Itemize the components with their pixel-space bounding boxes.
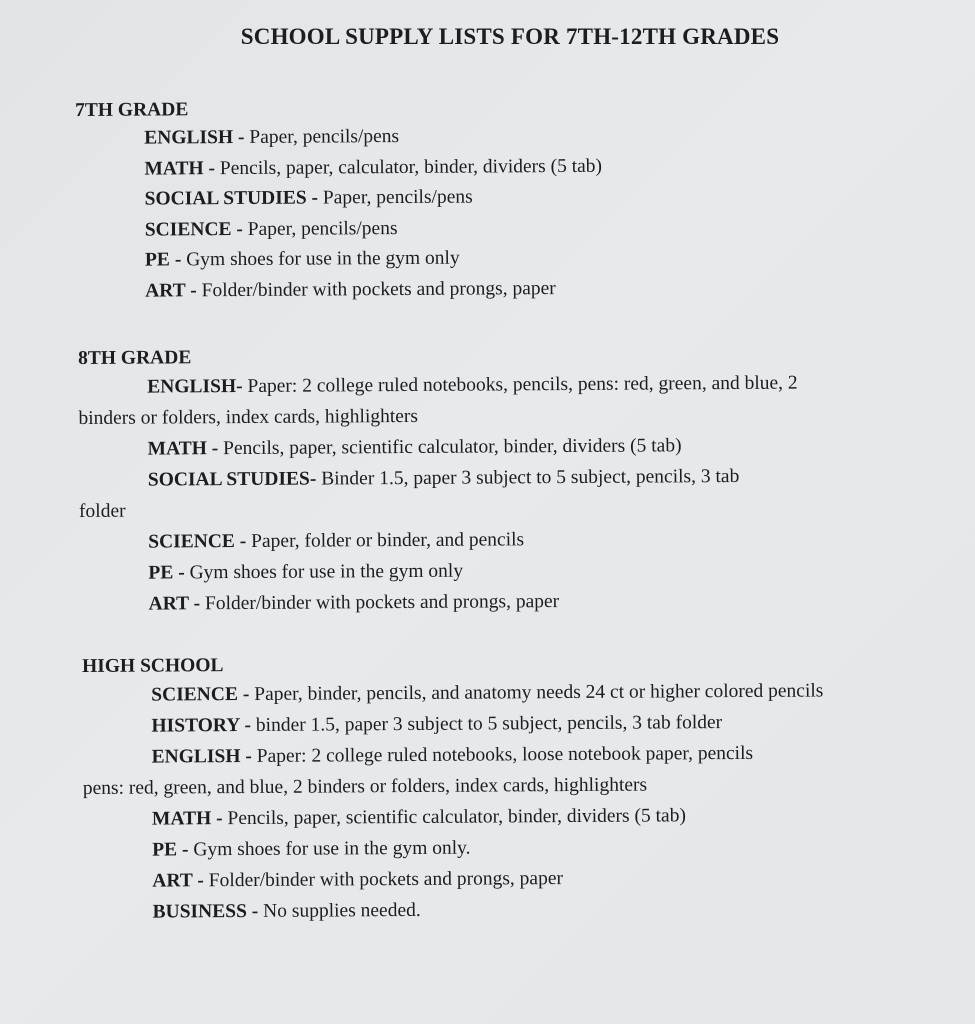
- supplies-text: Paper, pencils/pens: [249, 126, 400, 148]
- supply-item-business: [83, 892, 824, 928]
- supplies-text: Folder/binder with pockets and prongs, paper: [204, 591, 560, 615]
- subject-label: SOCIAL STUDIES-: [147, 468, 317, 491]
- section-high-school: [82, 649, 825, 928]
- section-heading: HIGH SCHOOL: [82, 655, 224, 677]
- subject-label: SOCIAL STUDIES -: [144, 187, 319, 210]
- supplies-text: Paper, pencils/pens: [322, 186, 473, 209]
- supplies-text: Paper: 2 college ruled notebooks, loose notebook paper, pencils: [256, 742, 754, 767]
- subject-label: SCIENCE -: [148, 530, 247, 553]
- supply-item-history: [82, 706, 823, 742]
- supplies-text: No supplies needed.: [263, 899, 421, 922]
- supplies-continuation: folder: [78, 500, 126, 522]
- supplies-text: Folder/binder with pockets and prongs, paper: [201, 278, 556, 302]
- subject-label: MATH -: [144, 157, 216, 180]
- subject-label: PE -: [144, 249, 182, 271]
- subject-label: ART -: [145, 280, 197, 302]
- subject-label: ART -: [152, 870, 204, 892]
- section-7th-grade: [75, 95, 603, 308]
- subject-label: HISTORY -: [151, 714, 252, 737]
- subject-label: MATH -: [147, 438, 219, 460]
- supply-item-english: [83, 737, 824, 804]
- section-heading: 8TH GRADE: [78, 347, 192, 369]
- section-8th-grade: [78, 342, 799, 620]
- supply-item-english: [78, 368, 798, 434]
- supply-item-science: [76, 213, 603, 247]
- supply-item-math: [83, 799, 824, 835]
- supply-item-science: [82, 675, 823, 711]
- subject-label: ENGLISH-: [147, 375, 243, 398]
- supplies-continuation: pens: red, green, and blue, 2 binders or folders, index cards, highlighters: [82, 774, 648, 799]
- supply-item-math: [79, 430, 799, 465]
- supplies-text: Gym shoes for use in the gym only: [189, 560, 464, 584]
- subject-label: PE -: [148, 562, 185, 584]
- supply-item-pe: [79, 554, 799, 589]
- supplies-continuation: binders or folders, index cards, highlighters: [78, 405, 419, 429]
- supplies-text: Paper, pencils/pens: [247, 217, 398, 240]
- subject-label: SCIENCE -: [144, 218, 243, 241]
- supplies-text: Paper: 2 college ruled notebooks, pencils, pens: red, green, and blue, 2: [247, 372, 798, 397]
- subject-label: ART -: [148, 593, 201, 615]
- subject-label: ENGLISH -: [144, 126, 245, 149]
- supply-item-english: [75, 121, 602, 155]
- subject-label: MATH -: [151, 808, 223, 830]
- supply-item-social-studies: [76, 182, 603, 216]
- supplies-text: Paper, folder or binder, and pencils: [251, 529, 525, 552]
- supplies-text: Gym shoes for use in the gym only.: [193, 837, 471, 861]
- supplies-text: Binder 1.5, paper 3 subject to 5 subject, pencils, 3 tab: [321, 465, 740, 490]
- supplies-text: Pencils, paper, scientific calculator, binder, dividers (5 tab): [227, 805, 686, 830]
- supplies-text: binder 1.5, paper 3 subject to 5 subject, pencils, 3 tab folder: [255, 712, 723, 736]
- subject-label: BUSINESS -: [152, 900, 259, 923]
- supply-item-math: [75, 151, 602, 185]
- supply-item-science: [79, 523, 799, 558]
- supplies-text: Pencils, paper, scientific calculator, binder, dividers (5 tab): [223, 435, 682, 460]
- subject-label: SCIENCE -: [151, 683, 250, 706]
- supply-list: [78, 368, 799, 620]
- supply-item-art: [76, 274, 603, 308]
- supply-list: [82, 675, 825, 928]
- supply-item-art: [79, 585, 799, 620]
- supplies-text: Paper, binder, pencils, and anatomy needs 24 ct or higher colored pencils: [254, 680, 824, 705]
- supply-list: [75, 121, 603, 308]
- supplies-text: Pencils, paper, calculator, binder, dividers (5 tab): [219, 155, 603, 179]
- supply-item-social-studies: [79, 461, 799, 527]
- subject-label: PE -: [152, 839, 189, 861]
- section-heading: 7TH GRADE: [75, 99, 189, 121]
- supply-item-pe: [76, 243, 603, 277]
- supplies-text: Folder/binder with pockets and prongs, paper: [208, 868, 564, 892]
- document-title: SCHOOL SUPPLY LISTS FOR 7TH-12TH GRADES: [240, 24, 780, 49]
- supply-item-pe: [83, 830, 824, 866]
- supply-item-art: [83, 861, 824, 897]
- subject-label: ENGLISH -: [151, 745, 252, 768]
- supplies-text: Gym shoes for use in the gym only: [186, 248, 460, 271]
